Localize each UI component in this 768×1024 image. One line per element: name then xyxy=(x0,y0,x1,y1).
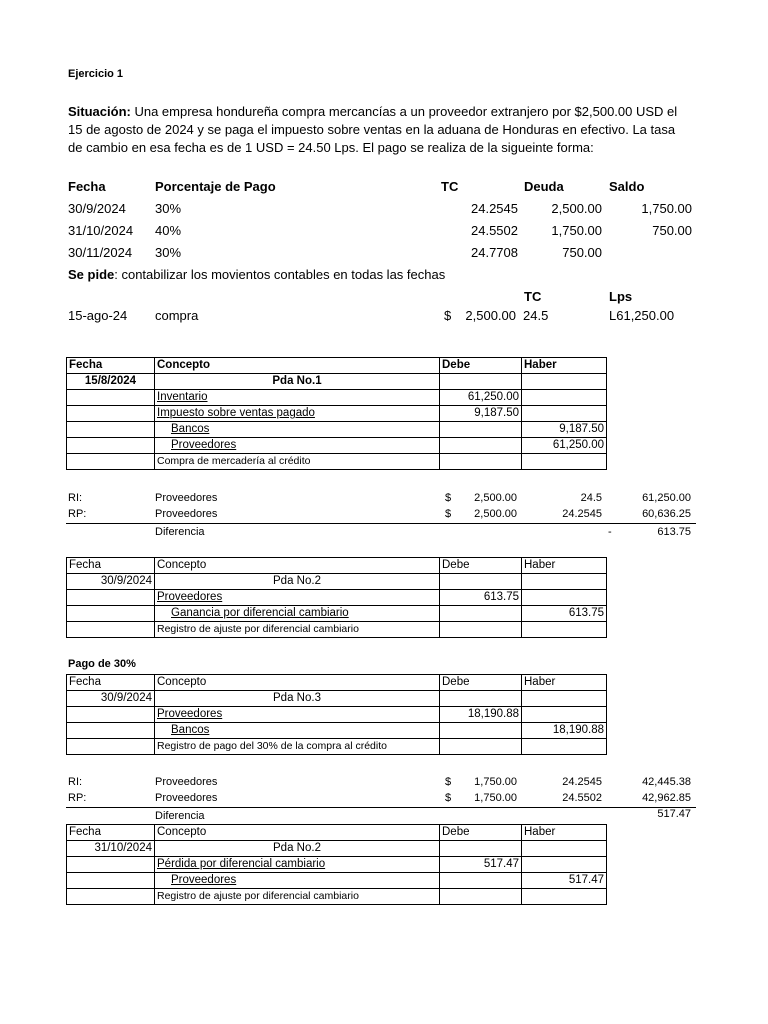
header-haber: Haber xyxy=(522,358,607,374)
payments-header-fecha: Fecha xyxy=(68,179,106,194)
calc-divider xyxy=(66,807,696,808)
header-debe: Debe xyxy=(440,358,522,374)
entry-pda: Pda No.2 xyxy=(155,841,440,857)
payments-header-tc: TC xyxy=(441,179,459,194)
debe-value: 9,187.50 xyxy=(440,406,522,422)
calc-account: Proveedores xyxy=(155,492,218,504)
header-concepto: Concepto xyxy=(155,358,440,374)
haber-value xyxy=(522,590,607,606)
haber-value: 613.75 xyxy=(522,606,607,622)
calc-diff-label: Diferencia xyxy=(155,526,205,538)
journal-entry-4 xyxy=(66,824,607,905)
calc-diff-label: Diferencia xyxy=(155,810,205,822)
haber-value: 18,190.88 xyxy=(522,723,607,739)
situation-line-1 xyxy=(68,104,677,119)
calc-label: RP: xyxy=(68,508,87,520)
calc-label: RI: xyxy=(68,776,83,788)
calc-diff-value: 517.47 xyxy=(657,808,691,820)
payment-row-fecha: 30/9/2024 xyxy=(68,201,126,216)
payment-row-deuda: 2,500.00 xyxy=(551,201,602,216)
calc-currency: $ xyxy=(445,776,452,788)
entry-pda: Pda No.1 xyxy=(155,374,440,390)
calc-amount: 1,750.00 xyxy=(474,792,517,804)
calc-total: 42,445.38 xyxy=(642,776,691,788)
account-line: Bancos xyxy=(155,422,440,438)
compra-lps: L61,250.00 xyxy=(609,308,675,323)
haber-value: 61,250.00 xyxy=(522,438,607,454)
account-line: Proveedores xyxy=(155,707,440,723)
calc-account: Proveedores xyxy=(155,508,218,520)
payment-row-saldo: 750.00 xyxy=(652,223,692,238)
situation-line-3: de cambio en esa fecha es de 1 USD = 24.50 Lps. El pago se realiza de la sigueinte forma: xyxy=(68,140,594,155)
calc-total: 60,636.25 xyxy=(642,508,691,520)
calc-tc: 24.5502 xyxy=(562,792,602,804)
payment-row-tc: 24.2545 xyxy=(471,201,518,216)
account-line: Proveedores xyxy=(155,590,440,606)
compra-tc-header: TC xyxy=(524,289,542,304)
entry-description: Registro de ajuste por diferencial cambiario xyxy=(155,889,440,905)
situation-line-2: 15 de agosto de 2024 y se paga el impuesto sobre ventas en la aduana de Honduras en efectivo. La tasa xyxy=(68,122,676,137)
entry-pda: Pda No.2 xyxy=(155,574,440,590)
calc-amount: 1,750.00 xyxy=(474,776,517,788)
debe-value: 61,250.00 xyxy=(440,390,522,406)
header-concepto: Concepto xyxy=(155,675,440,691)
calc-tc: 24.2545 xyxy=(562,508,602,520)
entry-date: 31/10/2024 xyxy=(67,841,155,857)
payment-row-deuda: 1,750.00 xyxy=(551,223,602,238)
calc-currency: $ xyxy=(445,792,452,804)
compra-amount: 2,500.00 xyxy=(465,308,516,323)
payments-header-saldo: Saldo xyxy=(609,179,645,194)
account-line: Ganancia por diferencial cambiario xyxy=(155,606,440,622)
payments-header-porcentaje: Porcentaje de Pago xyxy=(155,179,276,194)
entry-description: Compra de mercadería al crédito xyxy=(155,454,440,470)
situation-text-1: Una empresa hondureña compra mercancías a un proveedor extranjero por $2,500.00 USD el xyxy=(134,104,678,119)
calc-amount: 2,500.00 xyxy=(474,508,517,520)
payment-row-saldo: 1,750.00 xyxy=(641,201,692,216)
pago-label: Pago de 30% xyxy=(68,658,136,670)
entry-date: 15/8/2024 xyxy=(67,374,155,390)
calc-currency: $ xyxy=(445,508,452,520)
calc-total: 61,250.00 xyxy=(642,492,691,504)
calc-currency: $ xyxy=(445,492,452,504)
header-haber: Haber xyxy=(522,675,607,691)
payments-header-deuda: Deuda xyxy=(524,179,564,194)
calc-label: RP: xyxy=(68,792,87,804)
debe-value: 517.47 xyxy=(440,857,522,873)
debe-value xyxy=(440,873,522,889)
debe-value xyxy=(440,723,522,739)
calc-diff-dash: - xyxy=(608,526,612,538)
exercise-title: Ejercicio 1 xyxy=(68,68,124,80)
payment-row-tc: 24.5502 xyxy=(471,223,518,238)
entry-description: Registro de ajuste por diferencial cambiario xyxy=(155,622,440,638)
payment-row-fecha: 31/10/2024 xyxy=(68,223,134,238)
header-fecha: Fecha xyxy=(67,558,155,574)
debe-value: 18,190.88 xyxy=(440,707,522,723)
header-debe: Debe xyxy=(440,825,522,841)
debe-value xyxy=(440,606,522,622)
debe-value: 613.75 xyxy=(440,590,522,606)
calc-tc: 24.5 xyxy=(580,492,602,504)
entry-description: Registro de pago del 30% de la compra al crédito xyxy=(155,739,440,755)
payment-row-pct: 30% xyxy=(155,201,182,216)
payment-row-tc: 24.7708 xyxy=(471,245,518,260)
calc-account: Proveedores xyxy=(155,792,218,804)
debe-value xyxy=(440,422,522,438)
payment-row-pct: 40% xyxy=(155,223,182,238)
calc-diff-value: 613.75 xyxy=(657,526,691,538)
header-debe: Debe xyxy=(440,675,522,691)
calc-amount: 2,500.00 xyxy=(474,492,517,504)
haber-value: 9,187.50 xyxy=(522,422,607,438)
account-line: Pérdida por diferencial cambiario xyxy=(155,857,440,873)
payment-row-fecha: 30/11/2024 xyxy=(68,245,133,260)
header-concepto: Concepto xyxy=(155,825,440,841)
entry-pda: Pda No.3 xyxy=(155,691,440,707)
payment-row-deuda: 750.00 xyxy=(562,245,602,260)
se-pide-text: : contabilizar los movientos contables en todas las fechas xyxy=(114,267,446,282)
haber-value xyxy=(522,857,607,873)
compra-currency: $ xyxy=(444,308,452,323)
compra-concepto: compra xyxy=(155,308,199,323)
account-line: Proveedores xyxy=(155,438,440,454)
account-line: Impuesto sobre ventas pagado xyxy=(155,406,440,422)
header-fecha: Fecha xyxy=(67,825,155,841)
se-pide-line xyxy=(68,267,445,282)
header-haber: Haber xyxy=(522,558,607,574)
account-line: Proveedores xyxy=(155,873,440,889)
calc-total: 42,962.85 xyxy=(642,792,691,804)
header-haber: Haber xyxy=(522,825,607,841)
haber-value xyxy=(522,390,607,406)
se-pide-label: Se pide xyxy=(68,267,115,282)
compra-tc: 24.5 xyxy=(523,308,549,323)
journal-entry-2 xyxy=(66,557,607,638)
account-line: Bancos xyxy=(155,723,440,739)
calc-account: Proveedores xyxy=(155,776,218,788)
header-debe: Debe xyxy=(440,558,522,574)
haber-value: 517.47 xyxy=(522,873,607,889)
header-concepto: Concepto xyxy=(155,558,440,574)
journal-entry-1 xyxy=(66,357,607,470)
header-fecha: Fecha xyxy=(67,675,155,691)
header-fecha: Fecha xyxy=(67,358,155,374)
situation-label: Situación: xyxy=(68,104,131,119)
payment-row-pct: 30% xyxy=(155,245,182,260)
haber-value xyxy=(522,707,607,723)
debe-value xyxy=(440,438,522,454)
haber-value xyxy=(522,406,607,422)
account-line: Inventario xyxy=(155,390,440,406)
calc-tc: 24.2545 xyxy=(562,776,602,788)
compra-lps-header: Lps xyxy=(609,289,633,304)
entry-date: 30/9/2024 xyxy=(67,574,155,590)
entry-date: 30/9/2024 xyxy=(67,691,155,707)
calc-divider xyxy=(66,523,696,524)
calc-label: RI: xyxy=(68,492,83,504)
compra-fecha: 15-ago-24 xyxy=(68,308,128,323)
journal-entry-3 xyxy=(66,674,607,755)
